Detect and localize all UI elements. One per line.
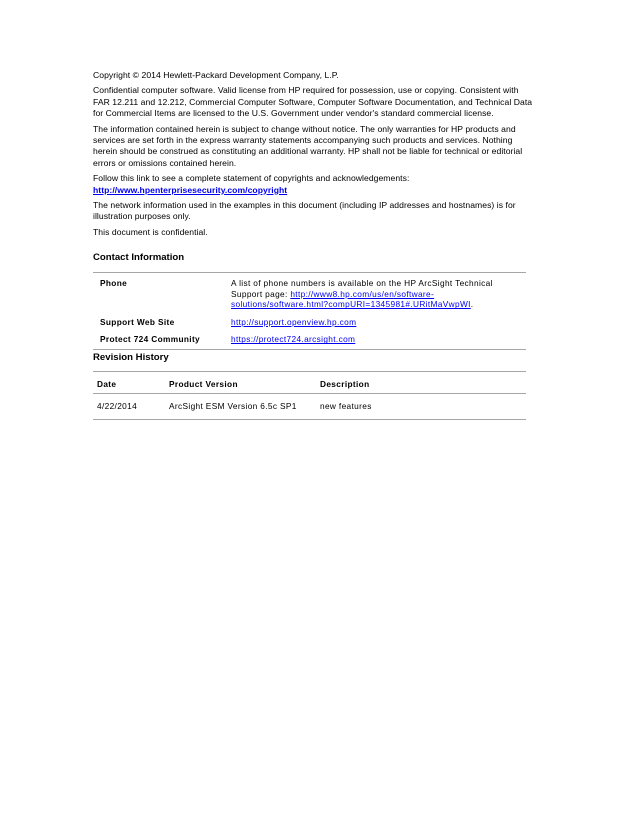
contact-row-support-web-site [93,310,526,328]
document-page [93,70,533,420]
contact-row-phone [93,273,526,310]
description-column-header: Description [320,371,526,393]
network-info-paragraph: The network information used in the examples in this document (including IP addresses and hostnames) is for illustration purposes only. [93,200,516,222]
phone-support-link[interactable]: http://www8.hp.com/us/en/software-solutions/software.html?compURI=1345981#.URitMaVwpWI [231,288,471,310]
product-version-column-header: Product Version [169,371,320,393]
follow-link-text: Follow this link to see a complete statement of copyrights and acknowledgements: [93,173,410,184]
protect-724-link[interactable]: https://protect724.arcsight.com [231,334,356,345]
copyright-link[interactable]: http://www.hpenterprisesecurity.com/copyright [93,184,288,195]
revision-history-heading: Revision History [93,351,169,363]
revision-row [93,393,526,419]
phone-label: Phone [100,278,128,289]
contact-row-protect-724 [93,327,526,349]
phone-suffix: . [470,299,474,310]
phone-value [231,273,526,310]
revision-history-table [93,371,526,420]
phone-text: A list of phone numbers is available on the HP ArcSight Technical Support page: [231,278,493,299]
support-web-site-link[interactable]: http://support.openview.hp.com [231,316,357,327]
revision-product-version-cell: ArcSight ESM Version 6.5c SP1 [169,400,297,411]
license-paragraph: Confidential computer software. Valid license from HP required for possession, use or copying. Consistent with FAR 12.211 and 12.212, Commercial Computer Software, Computer Software Documentation, and Technical Data for Commercial Items are licensed to the U.S. Government under vendor's standard commercial license. [93,85,533,119]
support-web-site-label: Support Web Site [100,316,175,327]
revision-description-cell: new features [320,400,372,411]
support-web-site-value [231,310,526,328]
revision-date-cell: 4/22/2014 [97,400,138,411]
warranty-paragraph: The information contained herein is subject to change without notice. The only warranties for HP products and services are set forth in the express warranty statements accompanying such products and services. Nothing herein should be construed as constituting an additional warranty. HP shall not be liable for technical or editorial errors or omissions contained herein. [93,123,523,168]
date-column-header: Date [93,371,169,393]
protect-724-label: Protect 724 Community [100,334,201,345]
copyright-link-paragraph [93,173,533,196]
copyright-statement: Copyright © 2014 Hewlett-Packard Development Company, L.P. [93,70,339,80]
contact-table [93,272,526,350]
revision-header-row [93,371,526,393]
protect-724-value [231,327,526,349]
contact-information-heading: Contact Information [93,252,185,264]
confidential-notice: This document is confidential. [93,226,208,237]
